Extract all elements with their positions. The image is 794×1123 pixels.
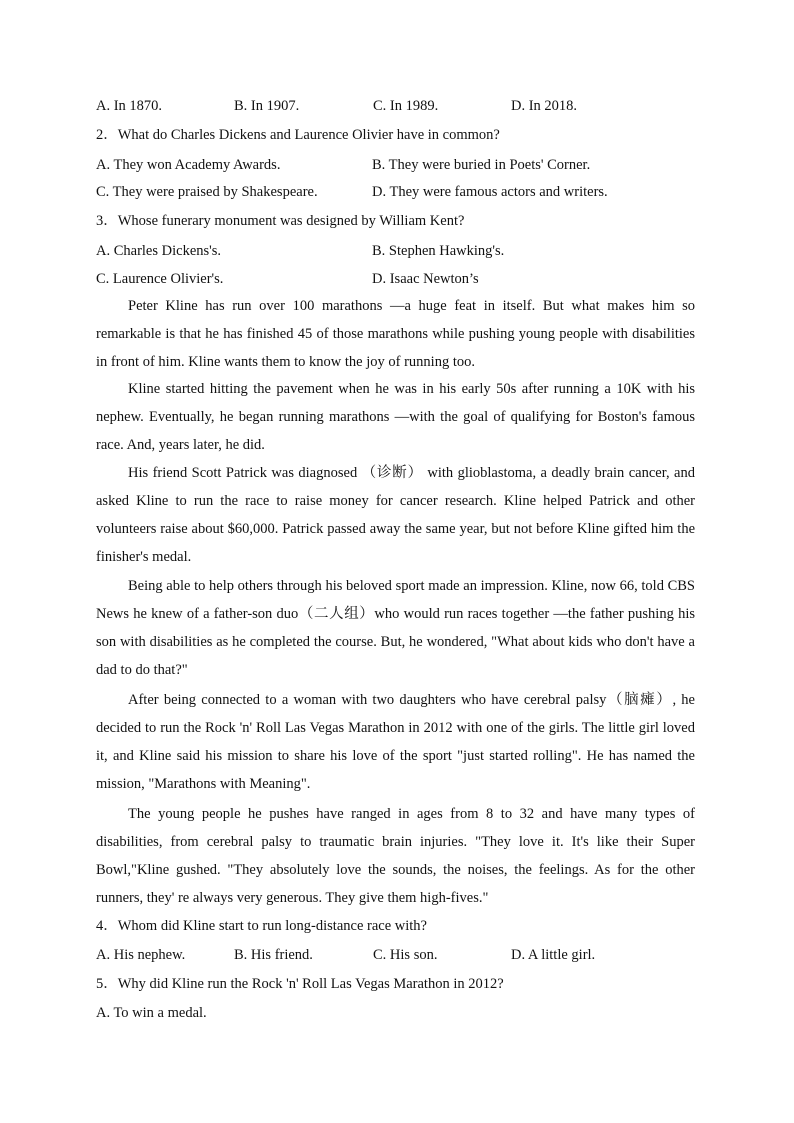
passage-paragraph: The young people he pushes have ranged in ages from 8 to 32 and have many types of disabilities, from cerebral palsy to traumatic brain injuries. "They love it. It's like their Super Bowl,"Kline gushed. "They absolutely love the sounds, the noises, the feelings. As for the other runners, they' re always very generous. They give them high-fives." [96, 806, 695, 906]
q2-option-c: C. They were praised by Shakespeare. [96, 184, 318, 200]
passage-paragraph: After being connected to a woman with two daughters who have cerebral palsy（脑瘫）, he decided to run the Rock 'n' Roll Las Vegas Marathon in 2012 with one of the girls. The little girl loved it, and Kline said his mission to share his love of the sport "just started rolling". He has named the mission, "Marathons with Meaning". [96, 692, 695, 792]
q2-option-b: B. They were buried in Poets' Corner. [372, 157, 591, 173]
q3-option-a: A. Charles Dickens's. [96, 243, 222, 259]
q5-stem: 5．Why did Kline run the Rock 'n' Roll Las Vegas Marathon in 2012? [96, 976, 504, 992]
q2-stem: 2．What do Charles Dickens and Laurence Olivier have in common? [96, 127, 500, 143]
q4-stem: 4．Whom did Kline start to run long-distance race with? [96, 918, 427, 934]
q4-option-b: B. His friend. [234, 947, 313, 963]
q1-option-a: A. In 1870. [96, 98, 163, 114]
q2-option-d: D. They were famous actors and writers. [372, 184, 608, 200]
q3-stem: 3．Whose funerary monument was designed by William Kent? [96, 213, 465, 229]
q3-option-c: C. Laurence Olivier's. [96, 271, 224, 287]
q1-option-b: B. In 1907. [234, 98, 300, 114]
q4-option-c: C. His son. [373, 947, 438, 963]
q3-option-d: D. Isaac Newton’s [372, 271, 479, 287]
q3-option-b: B. Stephen Hawking's. [372, 243, 505, 259]
passage-paragraph: Being able to help others through his beloved sport made an impression. Kline, now 66, told CBS News he knew of a father-son duo（二人组）who would run races together —the father pushing his son with disabilities as he completed the course. But, he wondered, "What about kids who don't have a dad to do that?" [96, 578, 695, 678]
q4-option-d: D. A little girl. [511, 947, 596, 963]
passage-paragraph: Kline started hitting the pavement when he was in his early 50s after running a 10K with his nephew. Eventually, he began running marathons —with the goal of qualifying for Boston's famous race. And, years later, he did. [96, 381, 695, 453]
passage-paragraph: Peter Kline has run over 100 marathons —a huge feat in itself. But what makes him so remarkable is that he has finished 45 of those marathons while pushing young people with disabilities in front of him. Kline wants them to know the joy of running too. [96, 298, 695, 370]
q2-option-a: A. They won Academy Awards. [96, 157, 281, 173]
q5-option-a: A. To win a medal. [96, 1005, 207, 1021]
q1-option-c: C. In 1989. [373, 98, 439, 114]
q4-option-a: A. His nephew. [96, 947, 186, 963]
q1-option-d: D. In 2018. [511, 98, 578, 114]
passage-paragraph: His friend Scott Patrick was diagnosed （诊断） with glioblastoma, a deadly brain cancer, and asked Kline to run the race to raise money for cancer research. Kline helped Patrick and other volunteers raise about $60,000. Patrick passed away the same year, but not before Kline gifted him the finisher's medal. [96, 465, 695, 565]
